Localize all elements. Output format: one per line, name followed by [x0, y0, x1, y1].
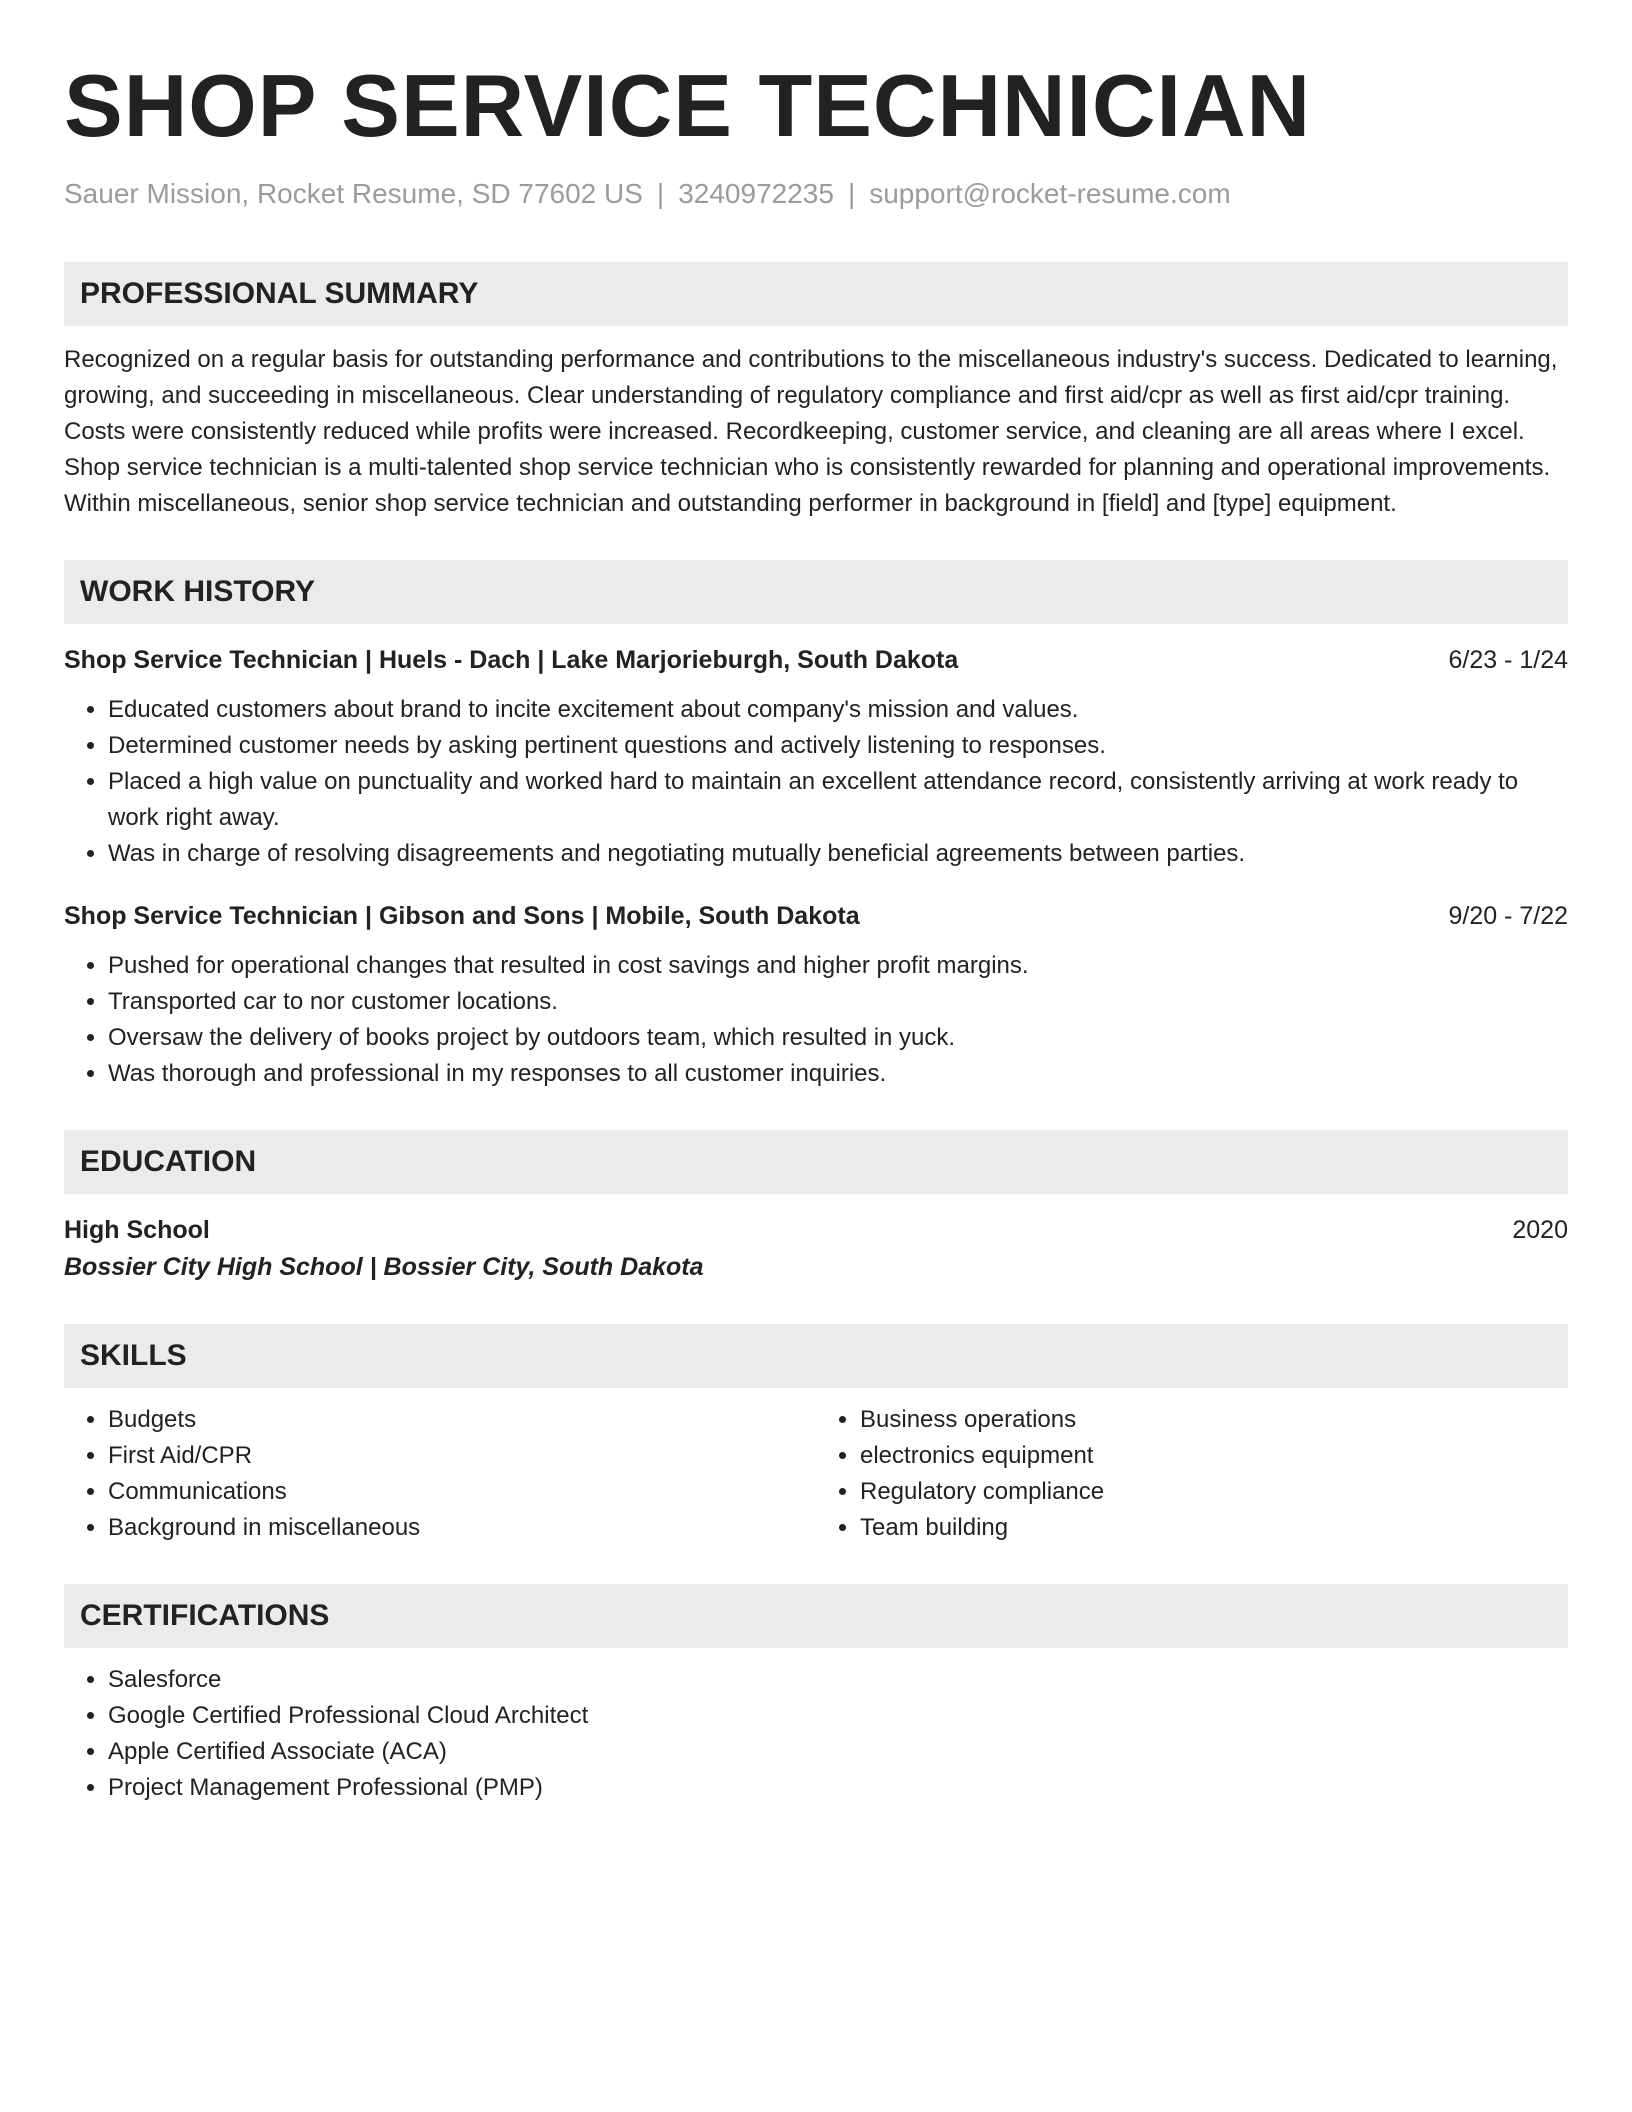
- job-duty: • Pushed for operational changes that resulted in cost savings and higher profit margins.: [108, 948, 1568, 984]
- job-duty: • Was in charge of resolving disagreements and negotiating mutually beneficial agreements between parties.: [108, 836, 1568, 872]
- skills-grid: [64, 1402, 1568, 1546]
- job-duty: • Transported car to nor customer locations.: [108, 984, 1568, 1020]
- skill-item: • Team building: [860, 1510, 1568, 1546]
- candidate-name: SHOP SERVICE TECHNICIAN: [64, 56, 1312, 155]
- section-heading-skills: SKILLS: [64, 1324, 1568, 1388]
- contact-email[interactable]: support@rocket-resume.com: [869, 178, 1231, 209]
- skill-item: • electronics equipment: [860, 1438, 1568, 1474]
- section-heading-certifications: CERTIFICATIONS: [64, 1584, 1568, 1648]
- job-title: Shop Service Technician | Gibson and Sons | Mobile, South Dakota: [64, 902, 860, 930]
- job-dates: 9/20 - 7/22: [1448, 902, 1568, 930]
- certification-item: • Apple Certified Associate (ACA): [108, 1734, 1568, 1770]
- job-duty: • Was thorough and professional in my responses to all customer inquiries.: [108, 1056, 1568, 1092]
- skill-item: • Communications: [108, 1474, 816, 1510]
- job-entry: [64, 642, 1568, 872]
- job-duties-list: [64, 948, 1568, 1092]
- skill-item: • Background in miscellaneous: [108, 1510, 816, 1546]
- job-duty: • Oversaw the delivery of books project by outdoors team, which resulted in yuck.: [108, 1020, 1568, 1056]
- section-heading-education: EDUCATION: [64, 1130, 1568, 1194]
- job-title: Shop Service Technician | Huels - Dach | Lake Marjorieburgh, South Dakota: [64, 646, 959, 674]
- job-duties-list: [64, 692, 1568, 872]
- skill-item: • First Aid/CPR: [108, 1438, 816, 1474]
- education-degree: High School: [64, 1216, 210, 1244]
- job-entry: [64, 898, 1568, 1092]
- certifications-list: [64, 1662, 1568, 1806]
- job-duty: • Placed a high value on punctuality and worked hard to maintain an excellent attendance record, consistently arriving at work ready to work right away.: [108, 764, 1568, 836]
- section-heading-summary: PROFESSIONAL SUMMARY: [64, 262, 1568, 326]
- contact-separator: |: [847, 178, 856, 209]
- certification-item: • Project Management Professional (PMP): [108, 1770, 1568, 1806]
- certification-item: • Google Certified Professional Cloud Architect: [108, 1698, 1568, 1734]
- contact-separator: |: [656, 178, 665, 209]
- job-duty: • Determined customer needs by asking pertinent questions and actively listening to responses.: [108, 728, 1568, 764]
- job-dates: 6/23 - 1/24: [1448, 646, 1568, 674]
- skills-list-left: [64, 1402, 816, 1546]
- section-heading-work-history: WORK HISTORY: [64, 560, 1568, 624]
- education-school: Bossier City High School | Bossier City, South Dakota: [64, 1253, 704, 1281]
- contact-address: Sauer Mission, Rocket Resume, SD 77602 US: [64, 178, 643, 209]
- skill-item: • Regulatory compliance: [860, 1474, 1568, 1510]
- contact-phone: 3240972235: [678, 178, 834, 209]
- summary-text: Recognized on a regular basis for outstanding performance and contributions to the miscellaneous industry's success. Dedicated to learning, growing, and succeeding in miscellaneous. Clear understanding of regulatory compliance and first aid/cpr as well as first aid/cpr training. Costs were consistently reduced while profits were increased. Recordkeeping, customer service, and cleaning are all areas where I excel. Shop service technician is a multi-talented shop service technician who is consistently rewarded for planning and operational improvements. Within miscellaneous, senior shop service technician and outstanding performer in background in [field] and [type] equipment.: [64, 346, 1558, 517]
- certification-item: • Salesforce: [108, 1662, 1568, 1698]
- job-duty: • Educated customers about brand to incite excitement about company's mission and values.: [108, 692, 1568, 728]
- education-year: 2020: [1512, 1216, 1568, 1244]
- skill-item: • Budgets: [108, 1402, 816, 1438]
- skill-item: • Business operations: [860, 1402, 1568, 1438]
- contact-line: [64, 176, 1568, 212]
- skills-list-right: [816, 1402, 1568, 1546]
